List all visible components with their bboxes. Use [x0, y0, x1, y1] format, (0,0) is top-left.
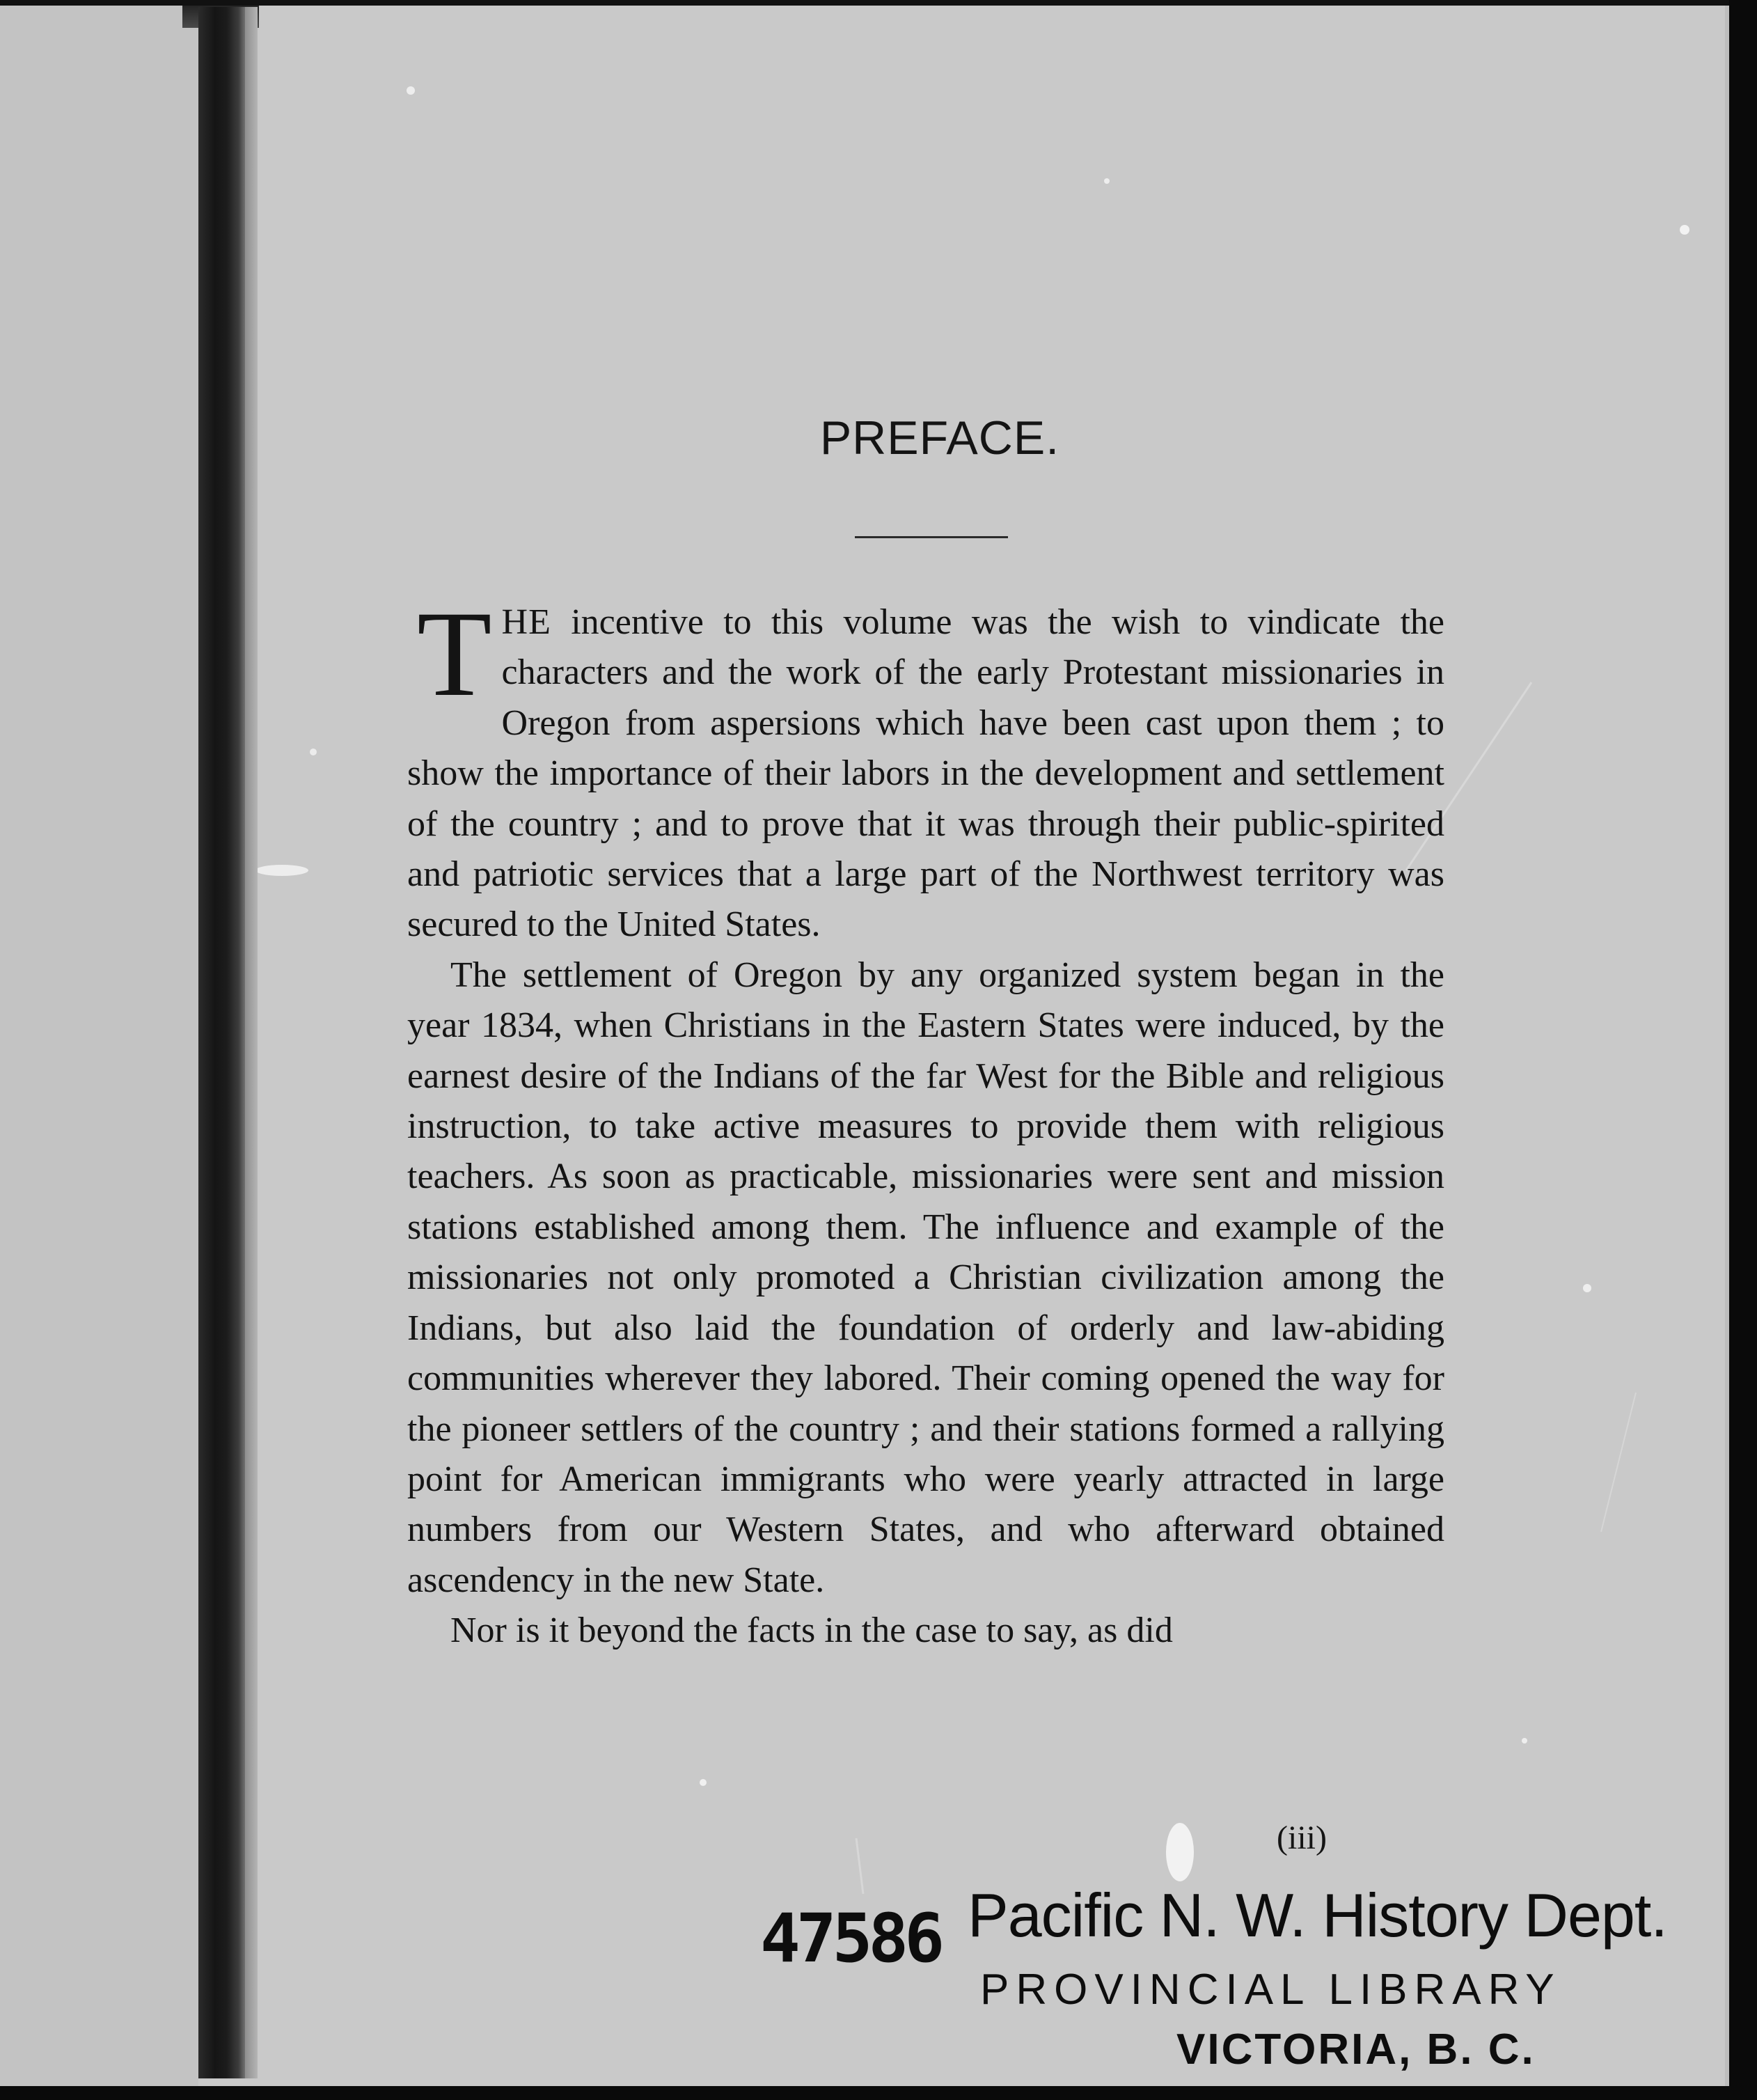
paragraph-3: Nor is it beyond the facts in the case to say, as did — [450, 1611, 1173, 1651]
scan-border-bottom — [0, 2086, 1757, 2100]
stamp-library: PROVINCIAL LIBRARY — [980, 1966, 1561, 2014]
page-title: PREFACE. — [819, 412, 1060, 464]
gutter-edge — [245, 7, 258, 2078]
facing-page-edge — [0, 6, 198, 2087]
preface-body — [407, 586, 1444, 1656]
paragraph-2: The settlement of Oregon by any organized system began in the year 1834, when Christians in the Eastern States were induced, by the earnest desire of the Indians of the far West for the Bible and religious instruction, to take active measures to provide them with religious teachers. As soon as practicable, missionaries were sent and mission stations established among them. The influence and example of the missionaries not only promoted a Christian civilization among the Indians, but also laid the foundation of orderly and law-abiding communities wherever they labored. Their coming opened the way for the pioneer settlers of the country ; and their stations formed a rallying point for American immigrants who were yearly attracted in large numbers from our Western States, and who afterward obtained ascendency in the new State. — [407, 955, 1444, 1600]
scan-border-right — [1729, 0, 1757, 2100]
scan-border-top — [0, 0, 1757, 6]
lead-word: HE — [501, 602, 551, 642]
paragraph-1-text: incentive to this volume was the wish to vindicate the characters and the work of the early Protestant missionaries in Oregon from aspersions which have been cast upon them ; to show the importance of their labors in the development and settlement of the country ; and to prove that it was through their public-spirited and patriotic services that a large part of the Northwest territory was secured to the United States. — [407, 602, 1444, 945]
drop-cap: T — [417, 586, 492, 722]
paragraph-1 — [407, 586, 1444, 950]
page-number: (iii) — [1277, 1819, 1327, 1856]
stamp-location: VICTORIA, B. C. — [1176, 2025, 1536, 2074]
stamp-accession-number: 47586 — [760, 1899, 940, 1977]
stamp-department: Pacific N. W. History Dept. — [968, 1881, 1667, 1950]
title-rule — [855, 536, 1008, 538]
book-spine-shadow — [198, 7, 246, 2078]
